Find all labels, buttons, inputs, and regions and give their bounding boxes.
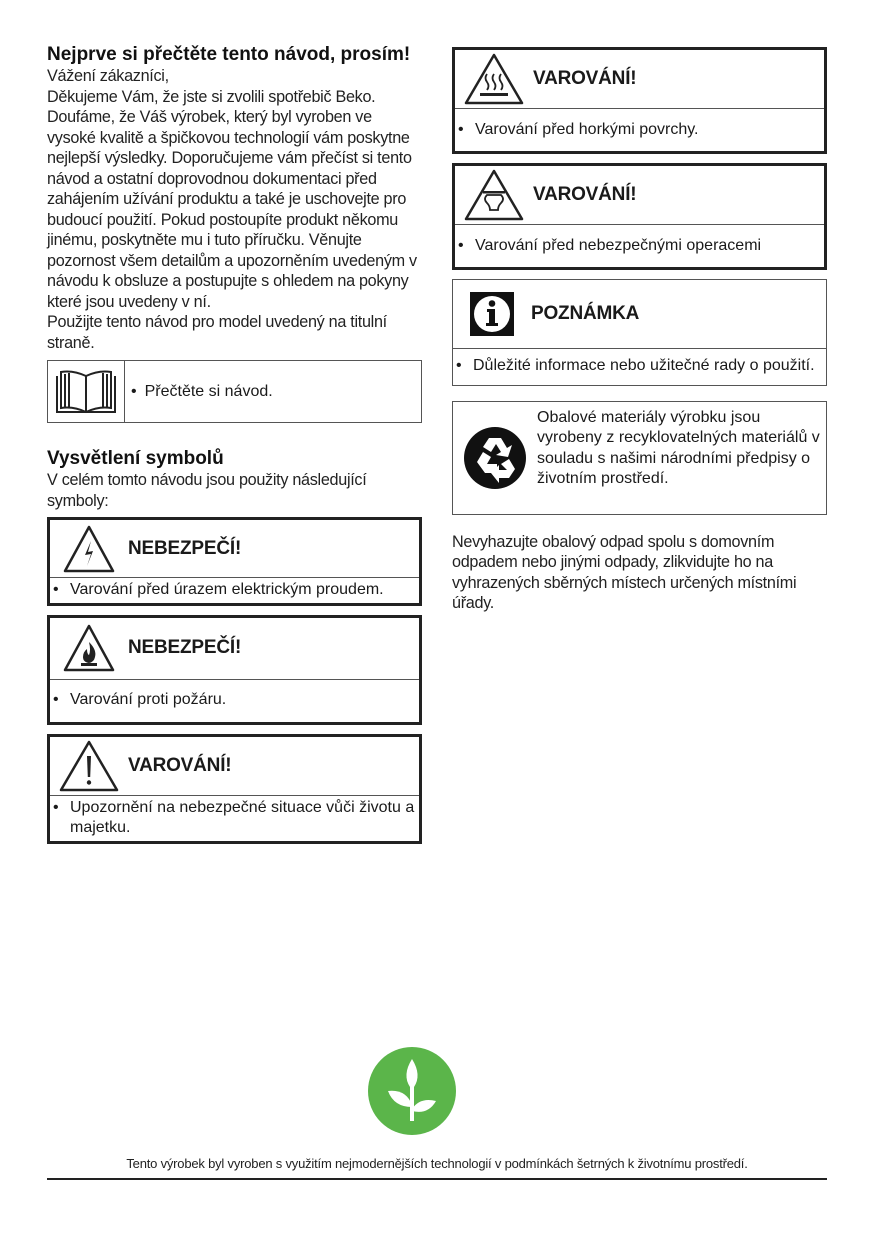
open-book-icon xyxy=(48,361,125,422)
symbol-general-warning xyxy=(47,734,422,844)
symbols-intro: V celém tomto návodu jsou použity následující symboly: xyxy=(47,471,367,510)
symbol-fire-hazard xyxy=(47,615,422,725)
recycle-icon xyxy=(453,402,537,514)
symbols-title: Vysvětlení symbolů xyxy=(47,448,224,469)
recycle-box xyxy=(452,401,827,515)
hot-surface-icon xyxy=(455,52,533,106)
electric-hazard-text: • Varování před úrazem elektrickým proudem. xyxy=(53,581,384,598)
symbol-electric-hazard xyxy=(47,517,422,606)
intro-text xyxy=(47,66,423,353)
note-label: POZNÁMKA xyxy=(531,303,640,324)
read-manual-text: • Přečtěte si návod. xyxy=(131,382,273,400)
intro-title: Nejprve si přečtěte tento návod, prosím! xyxy=(47,44,411,65)
general-warning-text: • Upozornění na nebezpečné situace vůči životu a majetku. xyxy=(53,798,415,836)
model-note: Použijte tento návod pro model uvedený na titulní straně. xyxy=(47,313,387,352)
green-leaf-icon xyxy=(368,1047,456,1135)
electric-hazard-label: NEBEZPEČÍ! xyxy=(128,537,242,559)
info-icon xyxy=(453,290,531,338)
fire-hazard-icon xyxy=(50,623,128,673)
intro-paragraph: Děkujeme Vám, že jste si zvolili spotřebič Beko. Doufáme, že Váš výrobek, který byl vyroben ve vysoké kvalitě a špičkovou technologií vám poskytne nejlepší výsledky. Doporučujeme vám přečíst si tento návod a ostatní doprovodnou dokumentaci před zahájením užívání produktu a také je uschovejte pro budoucí použití. Pokud postoupíte produkt někomu jinému, poskytněte mu i tuto příručku. Věnujte pozornost všem detailům a upozorněním uvedeným v návodu k obsluze a postupujte s ohledem na pokyny které jsou uvedeny v ní. xyxy=(47,87,417,311)
note-text: • Důležité informace nebo užitečné rady o použití. xyxy=(456,357,815,374)
dangerous-operation-icon xyxy=(455,168,533,222)
symbol-dangerous-operation xyxy=(452,163,827,270)
general-warning-label: VAROVÁNÍ! xyxy=(128,754,232,776)
dangerous-operation-text: • Varování před nebezpečnými operacemi xyxy=(458,236,762,254)
left-column xyxy=(47,44,423,844)
fire-hazard-text: • Varování proti požáru. xyxy=(53,691,227,709)
footer-divider xyxy=(47,1178,827,1180)
greeting: Vážení zákazníci, xyxy=(47,67,169,85)
electric-hazard-icon xyxy=(50,524,128,574)
footer-text: Tento výrobek byl vyroben s využitím nejmodernějších technologií v podmínkách šetrných k životnímu prostředí. xyxy=(126,1156,748,1171)
read-manual-box xyxy=(47,360,422,423)
recycle-text: Obalové materiály výrobku jsou vyrobeny z recyklovatelných materiálů v souladu s našimi národními předpisy o životním prostředí. xyxy=(537,408,820,487)
fire-hazard-label: NEBEZPEČÍ! xyxy=(128,637,242,658)
exclamation-warning-icon xyxy=(50,739,128,793)
hot-surface-text: • Varování před horkými povrchy. xyxy=(458,120,699,138)
symbol-note xyxy=(452,279,827,386)
disposal-text: Nevyhazujte obalový odpad spolu s domovním odpadem nebo jinými odpady, zlikvidujte ho na vyhrazených sběrných místech určených místními úřady. xyxy=(452,532,797,612)
symbol-hot-surface xyxy=(452,47,827,154)
right-column xyxy=(452,47,828,614)
hot-surface-label: VAROVÁNÍ! xyxy=(533,68,637,89)
dangerous-operation-label: VAROVÁNÍ! xyxy=(533,184,637,205)
